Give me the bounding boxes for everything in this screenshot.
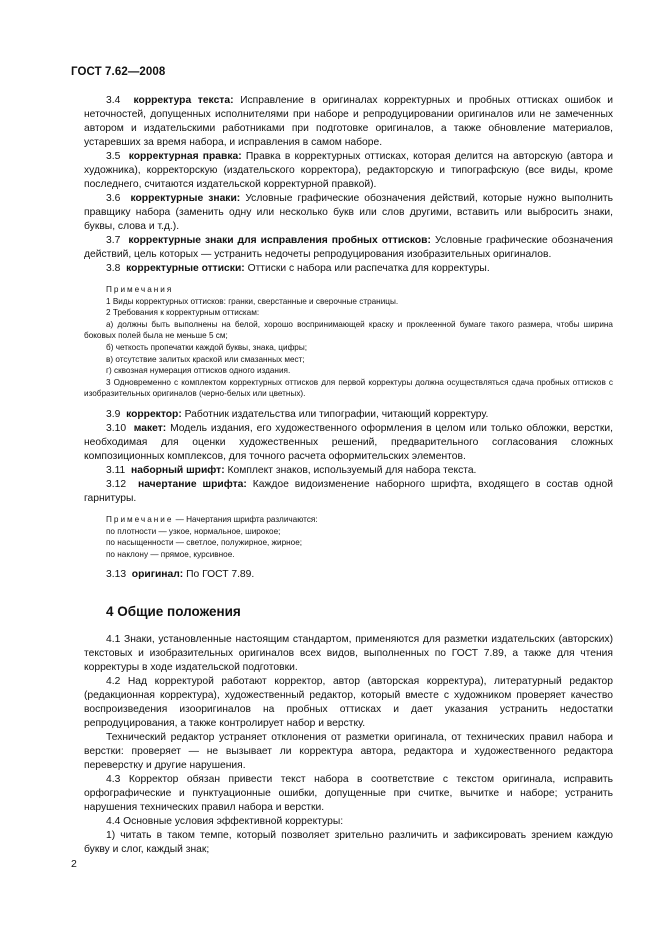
- term-3-11: 3.11 наборный шрифт: Комплект знаков, используемый для набора текста.: [106, 464, 477, 476]
- paragraph-4-4-1: 1) читать в таком темпе, который позволяет зрительно различить и зафиксировать зрением каждую букву и слог, каждый знак;: [84, 830, 613, 856]
- note-item: б) четкость пропечатки каждой буквы, знака, цифры;: [106, 342, 308, 352]
- page-number: 2: [71, 858, 77, 870]
- running-header: ГОСТ 7.62—2008: [71, 66, 166, 78]
- note-intro: Примечание — Начертания шрифта различаются:: [106, 514, 318, 524]
- notes-block-1: [84, 284, 613, 400]
- note-item: 3 Одновременно с комплектом корректурных оттисков для первой корректуры должна осуществляться сдача пробных оттисков с изобразительных оригиналов (черно-белых или цветных).: [84, 377, 613, 399]
- paragraph-4-4: 4.4 Основные условия эффективной корректуры:: [106, 816, 344, 828]
- paragraph-4-1: 4.1 Знаки, установленные настоящим стандартом, применяются для разметки издательских (авторских) текстовых и изобразительных оригиналов всех видов, выполненных по ГОСТ 7.89, а также для чтения корректуры в ходе издательской подготовки.: [84, 634, 613, 674]
- note-item: по плотности — узкое, нормальное, широкое;: [106, 526, 281, 536]
- term-3-12: 3.12 начертание шрифта: Каждое видоизменение наборного шрифта, входящего в состав одной гарнитуры.: [84, 478, 613, 504]
- note-item: по насыщенности — светлое, полужирное, жирное;: [106, 538, 303, 548]
- note-item: в) отсутствие залитых краской или смазанных мест;: [106, 354, 305, 364]
- term-3-13: 3.13 оригинал: По ГОСТ 7.89.: [106, 569, 255, 581]
- section-4-heading: 4 Общие положения: [106, 604, 241, 620]
- term-3-7: 3.7 корректурные знаки для исправления пробных оттисков: Условные графические обозначения действий, цель которых — устранить недочеты репродуцирования изобразительных оригиналов.: [84, 235, 613, 260]
- term-3-9: 3.9 корректор: Работник издательства или типографии, читающий корректуру.: [106, 408, 489, 420]
- page-content: [84, 94, 613, 857]
- paragraph-4-3: 4.3 Корректор обязан привести текст набора в соответствие с текстом оригинала, исправить орфографические и пунктуационные ошибки, допущенные при считке, вычитке и наборе; устранить нарушения технических правил набора и верстки.: [84, 774, 613, 814]
- term-3-5: 3.5 корректурная правка: Правка в корректурных оттисках, которая делится на авторскую (автора и художника), корректорскую (издательского корректора), редакторскую и типографскую (все виды, кроме последнего, считаются издательской корректурной правкой).: [84, 151, 613, 190]
- notes-block-2: [84, 514, 613, 560]
- note-item: 1 Виды корректурных оттисков: гранки, сверстанные и сверочные страницы.: [106, 296, 399, 306]
- note-item: по наклону — прямое, курсивное.: [106, 549, 235, 559]
- paragraph-4-2: 4.2 Над корректурой работают корректор, автор (авторская корректура), литературный редактор (редакционная корректура), художественный редактор, который вместе с художником проверяет качество воспроизведения изооригиналов на пробных оттисках и дает указания устранить недостатки репродуцирования, а также контролирует набор и верстку.: [84, 676, 613, 730]
- notes-label: Примечания: [106, 285, 174, 294]
- term-3-4: 3.4 корректура текста: Исправление в оригиналах корректурных и пробных оттисках ошибок и неточностей, допущенных исполнителями при наборе и репродуцировании оригиналов или не замеченных автором и издательскими работниками при подготовке оригиналов, а также обновление материалов, устаревших за время набора, и исправления в самом наборе.: [84, 95, 613, 148]
- term-3-10: 3.10 макет: Модель издания, его художественного оформления в целом или только обложки, верстки, необходимая для оценки художественных решений, предварительного согласования сложных композиционных комплексов, для точного расчета оформительских элементов.: [84, 422, 613, 462]
- note-item: г) сквозная нумерация оттисков одного издания.: [106, 366, 291, 376]
- term-3-8: 3.8 корректурные оттиски: Оттиски с набора или распечатка для корректуры.: [106, 263, 490, 274]
- paragraph-tech-editor: Технический редактор устраняет отклонения от разметки оригинала, от технических правил набора и верстки: проверяет — не вызывает ли корректура автора, редактора и художественного редактора переверстку и другие нарушения.: [84, 732, 613, 772]
- note-item: 2 Требования к корректурным оттискам:: [106, 308, 260, 318]
- term-3-6: 3.6 корректурные знаки: Условные графические обозначения действий, которые нужно выполнить правщику набора (заменить одну или несколько букв или слов другими, вставить или выбросить знаки, буквы, слова и т.д.).: [84, 193, 613, 232]
- note-item: а) должны быть выполнены на белой, хорошо воспринимающей краску и проклеенной бумаге такого размера, чтобы ширина боковых полей была не меньше 5 см;: [84, 319, 613, 341]
